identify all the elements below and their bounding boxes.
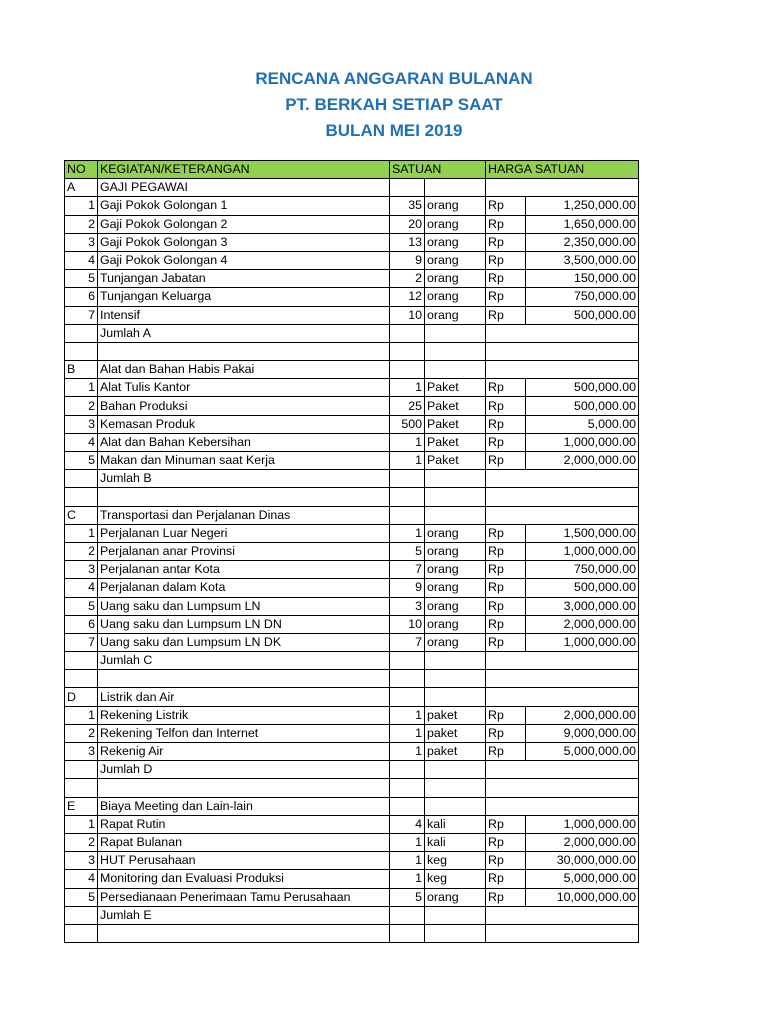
cell-unit: orang: [425, 579, 486, 597]
cell-satuan-unit: [425, 506, 486, 524]
cell-harga: [486, 652, 639, 670]
cell-unit-price: 5,000,000.00: [526, 743, 639, 761]
cell-unit: Paket: [425, 433, 486, 451]
cell-quantity: 3: [390, 597, 425, 615]
table-row: [65, 561, 639, 579]
cell-unit-price: 2,350,000.00: [526, 233, 639, 251]
title-line-1: RENCANA ANGGARAN BULANAN: [255, 69, 533, 88]
cell-unit-price: 2,000,000.00: [526, 833, 639, 851]
cell-kegiatan: HUT Perusahaan: [98, 852, 390, 870]
cell-unit-price: 1,000,000.00: [526, 542, 639, 560]
cell-satuan: [390, 470, 425, 488]
cell-currency: Rp: [486, 706, 526, 724]
cell-quantity: 500: [390, 415, 425, 433]
cell-kegiatan: Uang saku dan Lumpsum LN DK: [98, 633, 390, 651]
table-row: [65, 215, 639, 233]
cell-unit-price: 500,000.00: [526, 579, 639, 597]
cell-quantity: 10: [390, 615, 425, 633]
table-row: [65, 743, 639, 761]
cell-kegiatan: Alat dan Bahan Kebersihan: [98, 433, 390, 451]
cell-unit: keg: [425, 852, 486, 870]
cell-unit-price: 30,000,000.00: [526, 852, 639, 870]
cell-satuan-unit: [425, 670, 486, 688]
cell-total-label: Jumlah A: [98, 324, 390, 342]
cell-quantity: 7: [390, 561, 425, 579]
cell-satuan: [390, 488, 425, 506]
cell-quantity: 1: [390, 833, 425, 851]
table-row: [65, 415, 639, 433]
cell-quantity: 1: [390, 706, 425, 724]
cell-unit: orang: [425, 270, 486, 288]
cell-quantity: 1: [390, 524, 425, 542]
cell-no: [65, 488, 98, 506]
cell-currency: Rp: [486, 452, 526, 470]
blank-row: [65, 779, 639, 797]
section-row: [65, 797, 639, 815]
cell-currency: Rp: [486, 233, 526, 251]
cell-kegiatan: Gaji Pokok Golongan 4: [98, 251, 390, 269]
table-row: [65, 888, 639, 906]
cell-no: 7: [65, 306, 98, 324]
cell-satuan-unit: [425, 324, 486, 342]
table-row: [65, 633, 639, 651]
cell-kegiatan: Rekenig Air: [98, 743, 390, 761]
cell-currency: Rp: [486, 870, 526, 888]
cell-kegiatan: Uang saku dan Lumpsum LN: [98, 597, 390, 615]
cell-section-code: A: [65, 179, 98, 197]
cell-no: 7: [65, 633, 98, 651]
cell-total-label: Jumlah C: [98, 652, 390, 670]
cell-kegiatan: Monitoring dan Evaluasi Produksi: [98, 870, 390, 888]
cell-unit: Paket: [425, 452, 486, 470]
cell-satuan: [390, 361, 425, 379]
section-row: [65, 179, 639, 197]
cell-no: 3: [65, 743, 98, 761]
cell-satuan: [390, 342, 425, 360]
cell-currency: Rp: [486, 888, 526, 906]
cell-satuan-unit: [425, 797, 486, 815]
cell-no: 4: [65, 579, 98, 597]
cell-kegiatan: Tunjangan Keluarga: [98, 288, 390, 306]
cell-section-code: E: [65, 797, 98, 815]
cell-harga: [486, 797, 639, 815]
cell-quantity: 7: [390, 633, 425, 651]
cell-quantity: 4: [390, 815, 425, 833]
cell-quantity: 1: [390, 433, 425, 451]
cell-unit: Paket: [425, 379, 486, 397]
cell-harga: [486, 670, 639, 688]
cell-unit-price: 2,000,000.00: [526, 452, 639, 470]
cell-currency: Rp: [486, 579, 526, 597]
cell-kegiatan: Intensif: [98, 306, 390, 324]
cell-kegiatan: Rapat Rutin: [98, 815, 390, 833]
cell-unit-price: 750,000.00: [526, 561, 639, 579]
cell-unit-price: 1,650,000.00: [526, 215, 639, 233]
table-row: [65, 288, 639, 306]
cell-section-title: Listrik dan Air: [98, 688, 390, 706]
cell-unit: orang: [425, 524, 486, 542]
cell-no: 2: [65, 724, 98, 742]
cell-quantity: 5: [390, 888, 425, 906]
total-row: [65, 324, 639, 342]
cell-section-title: Biaya Meeting dan Lain-lain: [98, 797, 390, 815]
cell-quantity: 9: [390, 579, 425, 597]
cell-no: 3: [65, 852, 98, 870]
cell-no: 5: [65, 270, 98, 288]
cell-unit-price: 1,000,000.00: [526, 815, 639, 833]
cell-unit-price: 1,000,000.00: [526, 433, 639, 451]
table-row: [65, 397, 639, 415]
cell-kegiatan: [98, 779, 390, 797]
cell-satuan-unit: [425, 488, 486, 506]
cell-section-code: C: [65, 506, 98, 524]
cell-no: [65, 652, 98, 670]
cell-total-label: Jumlah B: [98, 470, 390, 488]
cell-satuan-unit: [425, 652, 486, 670]
cell-satuan-unit: [425, 906, 486, 924]
cell-unit: Paket: [425, 397, 486, 415]
cell-kegiatan: Gaji Pokok Golongan 2: [98, 215, 390, 233]
cell-currency: Rp: [486, 524, 526, 542]
cell-no: 4: [65, 433, 98, 451]
cell-unit-price: 1,250,000.00: [526, 197, 639, 215]
cell-no: 3: [65, 233, 98, 251]
cell-unit: orang: [425, 288, 486, 306]
budget-table: [64, 160, 639, 943]
cell-unit: orang: [425, 197, 486, 215]
cell-currency: Rp: [486, 743, 526, 761]
cell-unit-price: 500,000.00: [526, 397, 639, 415]
cell-currency: Rp: [486, 561, 526, 579]
cell-unit: orang: [425, 306, 486, 324]
cell-unit: paket: [425, 706, 486, 724]
document-title: [0, 66, 768, 144]
cell-satuan: [390, 652, 425, 670]
cell-currency: Rp: [486, 833, 526, 851]
cell-no: 1: [65, 706, 98, 724]
cell-total-label: Jumlah D: [98, 761, 390, 779]
cell-kegiatan: Kemasan Produk: [98, 415, 390, 433]
table-row: [65, 833, 639, 851]
cell-no: 1: [65, 379, 98, 397]
cell-no: 5: [65, 888, 98, 906]
cell-satuan-unit: [425, 924, 486, 942]
cell-no: 5: [65, 452, 98, 470]
cell-quantity: 9: [390, 251, 425, 269]
cell-unit-price: 1,000,000.00: [526, 633, 639, 651]
cell-harga: [486, 906, 639, 924]
cell-satuan-unit: [425, 688, 486, 706]
blank-row: [65, 670, 639, 688]
cell-quantity: 35: [390, 197, 425, 215]
cell-no: 1: [65, 197, 98, 215]
section-row: [65, 361, 639, 379]
cell-unit: orang: [425, 633, 486, 651]
cell-satuan: [390, 506, 425, 524]
cell-kegiatan: [98, 924, 390, 942]
cell-no: [65, 761, 98, 779]
cell-no: 1: [65, 815, 98, 833]
header-kegiatan: KEGIATAN/KETERANGAN: [98, 161, 390, 179]
cell-satuan-unit: [425, 179, 486, 197]
total-row: [65, 470, 639, 488]
cell-unit-price: 2,000,000.00: [526, 706, 639, 724]
table-row: [65, 706, 639, 724]
table-row: [65, 724, 639, 742]
cell-unit-price: 5,000,000.00: [526, 870, 639, 888]
cell-currency: Rp: [486, 724, 526, 742]
cell-unit: orang: [425, 561, 486, 579]
cell-quantity: 13: [390, 233, 425, 251]
cell-harga: [486, 506, 639, 524]
cell-quantity: 12: [390, 288, 425, 306]
cell-satuan: [390, 179, 425, 197]
cell-harga: [486, 342, 639, 360]
cell-unit-price: 3,000,000.00: [526, 597, 639, 615]
cell-currency: Rp: [486, 415, 526, 433]
cell-quantity: 2: [390, 270, 425, 288]
cell-kegiatan: Rekening Telfon dan Internet: [98, 724, 390, 742]
cell-no: 1: [65, 524, 98, 542]
cell-quantity: 1: [390, 452, 425, 470]
table-row: [65, 251, 639, 269]
table-row: [65, 379, 639, 397]
cell-satuan-unit: [425, 342, 486, 360]
cell-currency: Rp: [486, 197, 526, 215]
cell-unit-price: 1,500,000.00: [526, 524, 639, 542]
table-row: [65, 597, 639, 615]
cell-quantity: 1: [390, 743, 425, 761]
cell-no: 2: [65, 542, 98, 560]
cell-currency: Rp: [486, 251, 526, 269]
blank-row: [65, 488, 639, 506]
cell-satuan: [390, 779, 425, 797]
cell-unit-price: 10,000,000.00: [526, 888, 639, 906]
cell-satuan: [390, 797, 425, 815]
total-row: [65, 761, 639, 779]
cell-kegiatan: Makan dan Minuman saat Kerja: [98, 452, 390, 470]
cell-satuan: [390, 324, 425, 342]
cell-section-code: D: [65, 688, 98, 706]
cell-no: [65, 470, 98, 488]
cell-harga: [486, 324, 639, 342]
cell-no: 4: [65, 870, 98, 888]
cell-kegiatan: Rekening Listrik: [98, 706, 390, 724]
cell-unit-price: 150,000.00: [526, 270, 639, 288]
cell-kegiatan: Uang saku dan Lumpsum LN DN: [98, 615, 390, 633]
table-row: [65, 579, 639, 597]
cell-unit: paket: [425, 724, 486, 742]
cell-currency: Rp: [486, 288, 526, 306]
table-row: [65, 852, 639, 870]
cell-unit: orang: [425, 597, 486, 615]
cell-quantity: 1: [390, 870, 425, 888]
cell-kegiatan: Perjalanan anar Provinsi: [98, 542, 390, 560]
cell-quantity: 1: [390, 852, 425, 870]
title-line-3: BULAN MEI 2019: [325, 121, 463, 140]
cell-no: 6: [65, 288, 98, 306]
cell-kegiatan: Gaji Pokok Golongan 3: [98, 233, 390, 251]
cell-quantity: 5: [390, 542, 425, 560]
cell-quantity: 25: [390, 397, 425, 415]
cell-kegiatan: [98, 342, 390, 360]
cell-currency: Rp: [486, 815, 526, 833]
cell-kegiatan: Perjalanan antar Kota: [98, 561, 390, 579]
cell-satuan: [390, 688, 425, 706]
cell-harga: [486, 488, 639, 506]
cell-currency: Rp: [486, 597, 526, 615]
cell-satuan: [390, 670, 425, 688]
table-row: [65, 433, 639, 451]
cell-unit-price: 2,000,000.00: [526, 615, 639, 633]
cell-harga: [486, 924, 639, 942]
table-row: [65, 815, 639, 833]
cell-no: 3: [65, 561, 98, 579]
cell-quantity: 1: [390, 379, 425, 397]
cell-unit-price: 5,000.00: [526, 415, 639, 433]
cell-quantity: 20: [390, 215, 425, 233]
cell-unit: orang: [425, 542, 486, 560]
cell-quantity: 1: [390, 724, 425, 742]
cell-section-title: GAJI PEGAWAI: [98, 179, 390, 197]
cell-no: [65, 779, 98, 797]
cell-kegiatan: Rapat Bulanan: [98, 833, 390, 851]
cell-satuan-unit: [425, 761, 486, 779]
cell-unit: orang: [425, 251, 486, 269]
cell-unit: orang: [425, 215, 486, 233]
cell-harga: [486, 179, 639, 197]
cell-currency: Rp: [486, 433, 526, 451]
cell-currency: Rp: [486, 633, 526, 651]
cell-currency: Rp: [486, 852, 526, 870]
cell-unit: orang: [425, 233, 486, 251]
header-harga-satuan: HARGA SATUAN: [486, 161, 639, 179]
cell-currency: Rp: [486, 306, 526, 324]
section-row: [65, 506, 639, 524]
table-body: [65, 179, 639, 943]
cell-unit: orang: [425, 615, 486, 633]
table-row: [65, 270, 639, 288]
cell-currency: Rp: [486, 397, 526, 415]
cell-currency: Rp: [486, 270, 526, 288]
table-row: [65, 197, 639, 215]
cell-section-code: B: [65, 361, 98, 379]
header-satuan: SATUAN: [390, 161, 486, 179]
cell-section-title: Transportasi dan Perjalanan Dinas: [98, 506, 390, 524]
cell-unit: paket: [425, 743, 486, 761]
cell-harga: [486, 761, 639, 779]
cell-satuan-unit: [425, 779, 486, 797]
cell-no: [65, 324, 98, 342]
cell-harga: [486, 779, 639, 797]
cell-unit: Paket: [425, 415, 486, 433]
cell-no: [65, 906, 98, 924]
cell-unit-price: 500,000.00: [526, 379, 639, 397]
cell-section-title: Alat dan Bahan Habis Pakai: [98, 361, 390, 379]
total-row: [65, 652, 639, 670]
cell-no: 6: [65, 615, 98, 633]
cell-currency: Rp: [486, 379, 526, 397]
cell-satuan-unit: [425, 361, 486, 379]
cell-currency: Rp: [486, 615, 526, 633]
table-row: [65, 542, 639, 560]
cell-no: [65, 924, 98, 942]
cell-quantity: 10: [390, 306, 425, 324]
cell-no: 2: [65, 215, 98, 233]
cell-satuan-unit: [425, 470, 486, 488]
cell-no: [65, 670, 98, 688]
cell-unit: keg: [425, 870, 486, 888]
cell-unit: kali: [425, 833, 486, 851]
cell-kegiatan: Alat Tulis Kantor: [98, 379, 390, 397]
cell-kegiatan: Persedianaan Penerimaan Tamu Perusahaan: [98, 888, 390, 906]
table-header-row: [65, 161, 639, 179]
blank-row: [65, 924, 639, 942]
title-line-2: PT. BERKAH SETIAP SAAT: [285, 95, 503, 114]
cell-kegiatan: Perjalanan dalam Kota: [98, 579, 390, 597]
table-row: [65, 306, 639, 324]
cell-unit-price: 750,000.00: [526, 288, 639, 306]
section-row: [65, 688, 639, 706]
cell-no: 2: [65, 397, 98, 415]
table-row: [65, 524, 639, 542]
cell-unit-price: 9,000,000.00: [526, 724, 639, 742]
cell-unit-price: 500,000.00: [526, 306, 639, 324]
cell-no: 2: [65, 833, 98, 851]
table-row: [65, 615, 639, 633]
cell-kegiatan: [98, 488, 390, 506]
cell-kegiatan: [98, 670, 390, 688]
table-row: [65, 870, 639, 888]
cell-harga: [486, 470, 639, 488]
cell-currency: Rp: [486, 215, 526, 233]
cell-currency: Rp: [486, 542, 526, 560]
cell-harga: [486, 361, 639, 379]
cell-satuan: [390, 924, 425, 942]
cell-kegiatan: Bahan Produksi: [98, 397, 390, 415]
cell-no: 4: [65, 251, 98, 269]
blank-row: [65, 342, 639, 360]
cell-kegiatan: Perjalanan Luar Negeri: [98, 524, 390, 542]
cell-unit: kali: [425, 815, 486, 833]
cell-no: 3: [65, 415, 98, 433]
header-no: NO: [65, 161, 98, 179]
cell-kegiatan: Tunjangan Jabatan: [98, 270, 390, 288]
table-row: [65, 233, 639, 251]
cell-no: 5: [65, 597, 98, 615]
cell-satuan: [390, 761, 425, 779]
cell-unit: orang: [425, 888, 486, 906]
cell-total-label: Jumlah E: [98, 906, 390, 924]
cell-unit-price: 3,500,000.00: [526, 251, 639, 269]
cell-kegiatan: Gaji Pokok Golongan 1: [98, 197, 390, 215]
cell-no: [65, 342, 98, 360]
cell-satuan: [390, 906, 425, 924]
cell-harga: [486, 688, 639, 706]
total-row: [65, 906, 639, 924]
table-row: [65, 452, 639, 470]
